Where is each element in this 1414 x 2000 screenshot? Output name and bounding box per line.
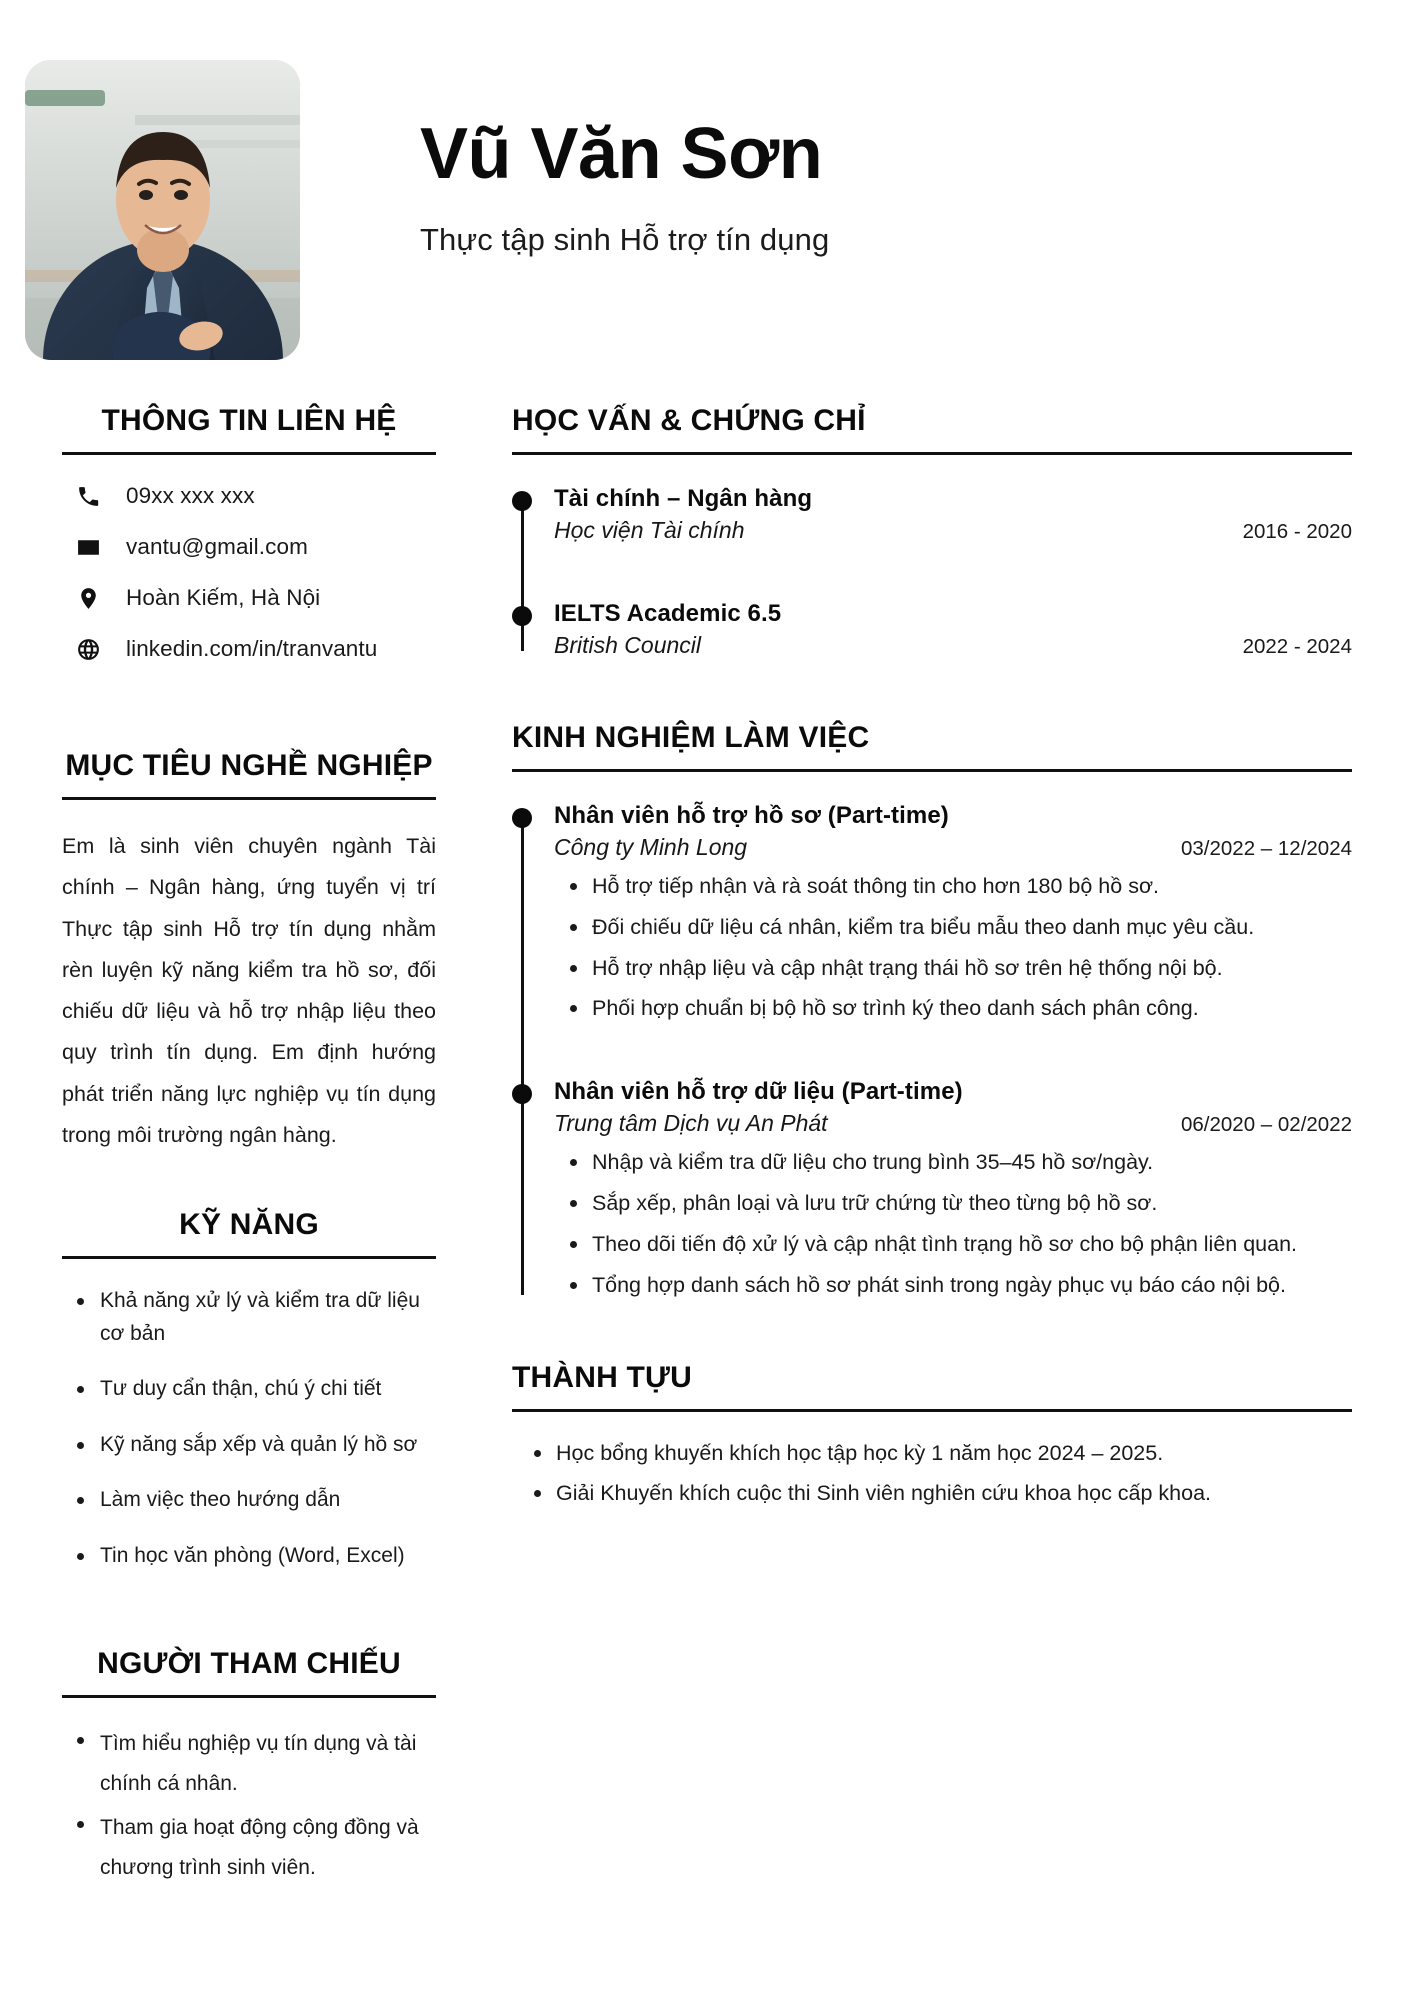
profile-photo xyxy=(25,60,300,360)
contact-heading: THÔNG TIN LIÊN HỆ xyxy=(101,404,397,437)
skills-heading: KỸ NĂNG xyxy=(179,1208,319,1242)
achievements-divider xyxy=(512,1409,1352,1412)
timeline-dot xyxy=(512,606,532,626)
section-skills xyxy=(62,1208,436,1572)
globe-icon xyxy=(76,637,112,662)
photo-container xyxy=(0,60,300,360)
achievements-heading: THÀNH TỰU xyxy=(512,1360,692,1394)
section-objective xyxy=(62,749,436,1156)
list-item: Làm việc theo hướng dẫn xyxy=(62,1484,436,1517)
objective-divider xyxy=(62,797,436,800)
list-item: Phối hợp chuẩn bị bộ hồ sơ trình ký theo danh sách phân công. xyxy=(562,991,1352,1026)
section-achievements xyxy=(512,1361,1352,1512)
contact-item-phone[interactable] xyxy=(62,483,436,509)
experience-duties xyxy=(554,869,1352,1026)
cv-header xyxy=(0,0,1414,360)
spacer xyxy=(62,1156,436,1208)
list-item: Kỹ năng sắp xếp và quản lý hồ sơ xyxy=(62,1429,436,1462)
contact-value-email: vantu@gmail.com xyxy=(126,534,308,559)
spacer xyxy=(512,659,1352,721)
contact-value-location: Hoàn Kiếm, Hà Nội xyxy=(126,585,321,610)
references-list xyxy=(62,1724,436,1888)
education-timeline xyxy=(512,485,1352,659)
contact-item-linkedin[interactable] xyxy=(62,636,436,662)
candidate-job-title: Thực tập sinh Hỗ trợ tín dụng xyxy=(420,222,830,258)
list-item: Tổng hợp danh sách hồ sơ phát sinh trong ngày phục vụ báo cáo nội bộ. xyxy=(562,1268,1352,1303)
experience-duties xyxy=(554,1145,1352,1302)
experience-date: 03/2022 – 12/2024 xyxy=(1181,837,1352,860)
experience-org: Công ty Minh Long xyxy=(554,834,748,860)
spacer xyxy=(512,1032,1352,1078)
spacer xyxy=(512,1309,1352,1361)
email-icon xyxy=(76,535,112,560)
experience-divider xyxy=(512,769,1352,772)
timeline-dot xyxy=(512,808,532,828)
contact-value-phone: 09xx xxx xxx xyxy=(126,483,255,508)
education-org: British Council xyxy=(554,632,701,658)
list-item: Tìm hiểu nghiệp vụ tín dụng và tài chính cá nhân. xyxy=(62,1724,436,1804)
list-item: Tham gia hoạt động cộng đồng và chương trình sinh viên. xyxy=(62,1808,436,1888)
experience-item xyxy=(512,802,1352,1026)
education-divider xyxy=(512,452,1352,455)
list-item: Khả năng xử lý và kiểm tra dữ liệu cơ bản xyxy=(62,1285,436,1350)
education-org: Học viện Tài chính xyxy=(554,517,745,543)
achievements-list xyxy=(512,1436,1352,1512)
objective-heading: MỤC TIÊU NGHỀ NGHIỆP xyxy=(65,749,433,782)
location-icon xyxy=(76,586,112,611)
list-item: Tin học văn phòng (Word, Excel) xyxy=(62,1540,436,1573)
section-contact xyxy=(62,404,436,662)
education-item xyxy=(512,485,1352,544)
contact-item-location[interactable] xyxy=(62,585,436,611)
phone-icon xyxy=(76,484,112,509)
references-divider xyxy=(62,1695,436,1698)
list-item: Đối chiếu dữ liệu cá nhân, kiểm tra biểu mẫu theo danh mục yêu cầu. xyxy=(562,910,1352,945)
list-item: Hỗ trợ tiếp nhận và rà soát thông tin cho hơn 180 bộ hồ sơ. xyxy=(562,869,1352,904)
experience-date: 06/2020 – 02/2022 xyxy=(1181,1113,1352,1137)
timeline-dot xyxy=(512,491,532,511)
experience-role: Nhân viên hỗ trợ dữ liệu (Part-time) xyxy=(554,1078,963,1106)
contact-item-email[interactable] xyxy=(62,534,436,560)
cv-body xyxy=(0,404,1414,1892)
education-heading: HỌC VẤN & CHỨNG CHỈ xyxy=(512,404,866,437)
education-title: Tài chính – Ngân hàng xyxy=(554,485,813,512)
list-item: Hỗ trợ nhập liệu và cập nhật trạng thái hồ sơ trên hệ thống nội bộ. xyxy=(562,951,1352,986)
section-experience xyxy=(512,721,1352,1303)
spacer xyxy=(62,1595,436,1647)
experience-timeline xyxy=(512,802,1352,1303)
skills-divider xyxy=(62,1256,436,1259)
candidate-name: Vũ Văn Sơn xyxy=(420,114,823,194)
contact-value-linkedin: linkedin.com/in/tranvantu xyxy=(126,636,378,661)
timeline-dot xyxy=(512,1084,532,1104)
name-block xyxy=(300,60,1414,258)
list-item: Học bổng khuyến khích học tập học kỳ 1 năm học 2024 – 2025. xyxy=(526,1436,1352,1471)
experience-item xyxy=(512,1078,1352,1302)
list-item: Nhập và kiểm tra dữ liệu cho trung bình 35–45 hồ sơ/ngày. xyxy=(562,1145,1352,1180)
list-item: Tư duy cẩn thận, chú ý chi tiết xyxy=(62,1373,436,1406)
list-item: Theo dõi tiến độ xử lý và cập nhật tình trạng hồ sơ cho bộ phận liên quan. xyxy=(562,1227,1352,1262)
list-item: Sắp xếp, phân loại và lưu trữ chứng từ theo từng bộ hồ sơ. xyxy=(562,1186,1352,1221)
right-column xyxy=(454,404,1352,1892)
education-date: 2016 - 2020 xyxy=(1242,520,1352,543)
experience-role: Nhân viên hỗ trợ hồ sơ (Part-time) xyxy=(554,802,949,829)
experience-heading: KINH NGHIỆM LÀM VIỆC xyxy=(512,721,870,754)
skills-list xyxy=(62,1285,436,1572)
contact-list xyxy=(62,483,436,662)
experience-org: Trung tâm Dịch vụ An Phát xyxy=(554,1110,828,1137)
spacer xyxy=(512,544,1352,600)
objective-text: Em là sinh viên chuyên ngành Tài chính – Ngân hàng, ứng tuyển vị trí Thực tập sinh Hỗ trợ tín dụng nhằm rèn luyện kỹ năng kiểm tra hồ sơ, đối chiếu dữ liệu và hỗ trợ nhập liệu theo quy trình tín dụng. Em định hướng phát triển năng lực nghiệp vụ tín dụng trong môi trường ngân hàng. xyxy=(62,834,436,1147)
spacer xyxy=(62,687,436,749)
education-title: IELTS Academic 6.5 xyxy=(554,600,782,627)
contact-divider xyxy=(62,452,436,455)
section-references xyxy=(62,1647,436,1888)
section-education xyxy=(512,404,1352,659)
left-column xyxy=(62,404,454,1892)
education-date: 2022 - 2024 xyxy=(1242,635,1352,658)
references-heading: NGƯỜI THAM CHIẾU xyxy=(97,1647,401,1681)
list-item: Giải Khuyến khích cuộc thi Sinh viên nghiên cứu khoa học cấp khoa. xyxy=(526,1476,1352,1511)
education-item xyxy=(512,600,1352,659)
